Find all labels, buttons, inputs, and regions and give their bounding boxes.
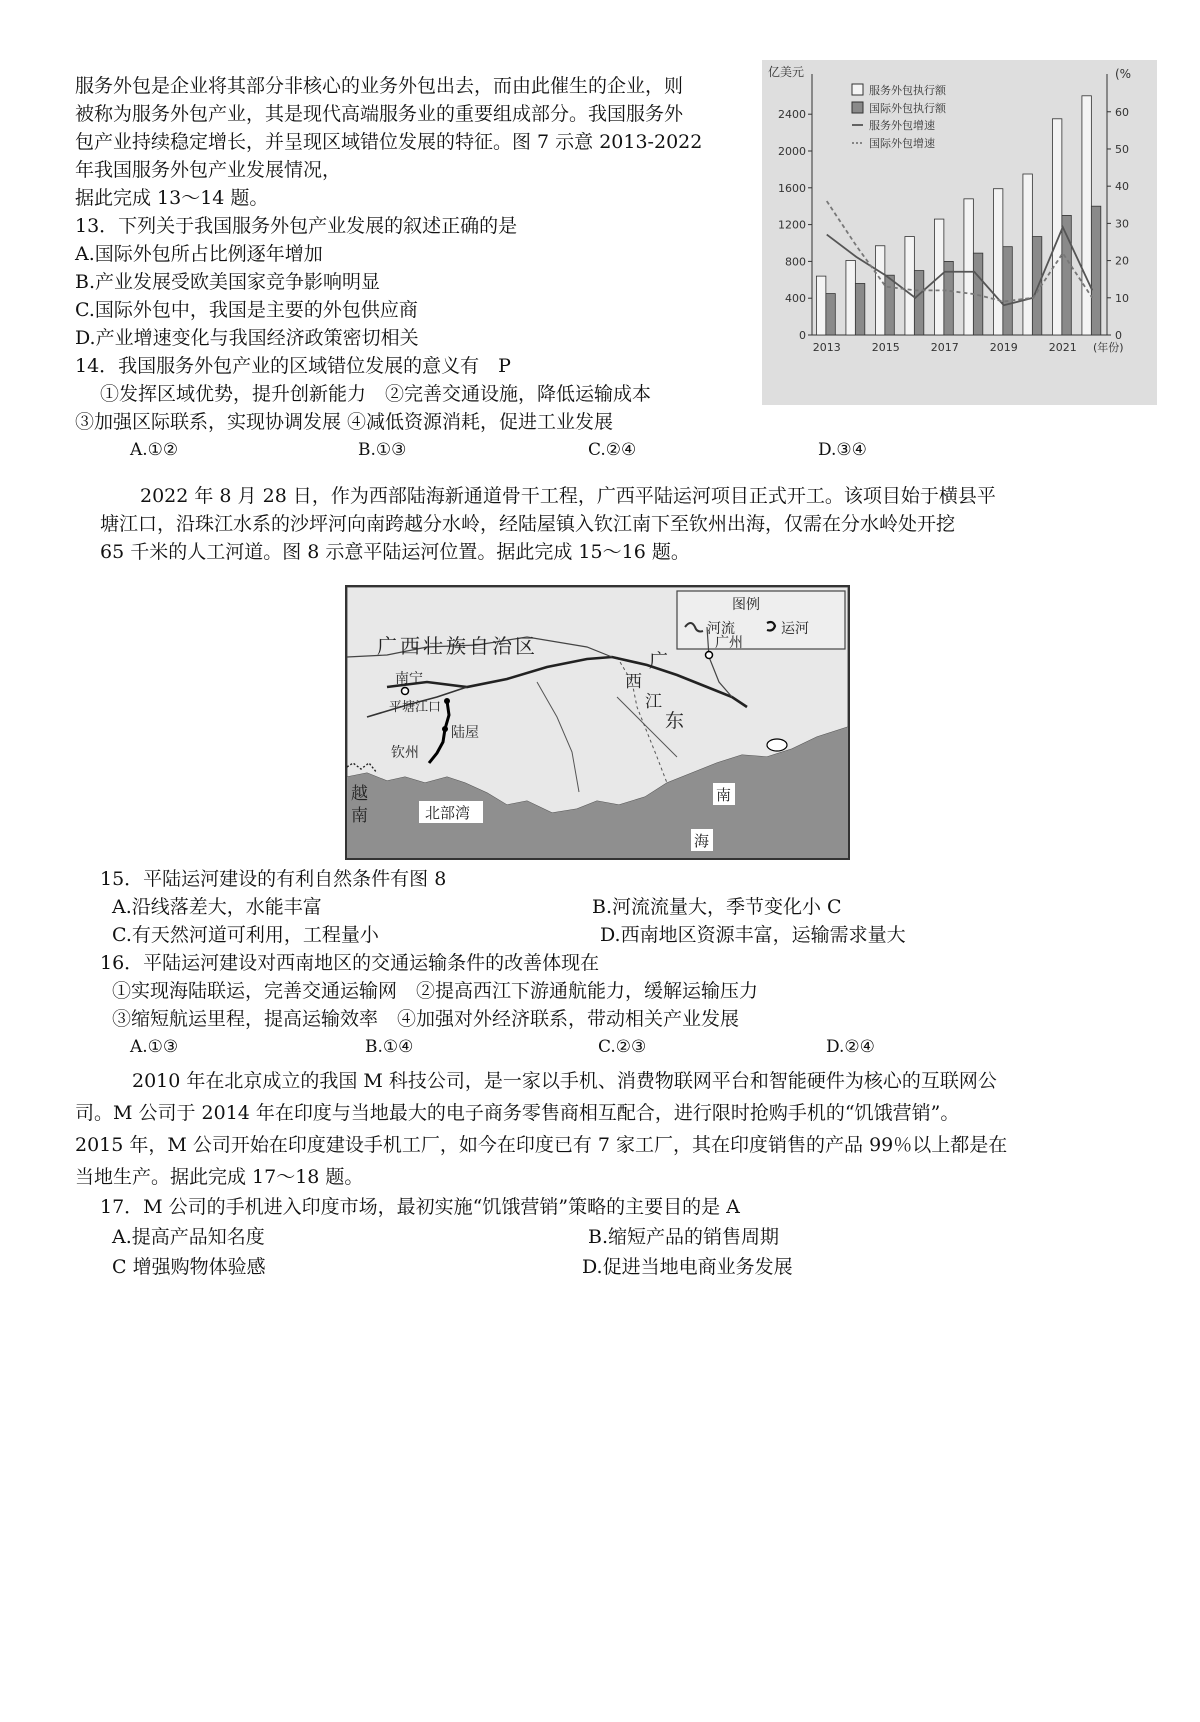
q15-option-a: A.沿线落差大，水能丰富 <box>112 896 322 918</box>
q15-option-b: B.河流流量大，季节变化小 C <box>592 896 842 918</box>
passage3-line-1: 2010 年在北京成立的我国 M 科技公司，是一家以手机、消费物联网平台和智能硬件为核心的互联网公 <box>132 1070 997 1092</box>
pingtang-marker <box>444 698 450 704</box>
x-tick-label: 2021 <box>1048 341 1077 354</box>
map-svg <box>347 587 848 858</box>
legend-label: 服务外包增速 <box>869 119 935 132</box>
q13-option-a: A.国际外包所占比例逐年增加 <box>75 243 323 265</box>
q16-option-d: D.②④ <box>826 1037 875 1057</box>
q17-stem: 17．M 公司的手机进入印度市场，最初实施“饥饿营销”策略的主要目的是 A <box>100 1196 740 1218</box>
passage1-line-5: 据此完成 13～14 题。 <box>75 187 269 209</box>
legend-box <box>677 591 845 649</box>
legend-label: 服务外包执行额 <box>869 84 946 97</box>
bar-international-outsourcing <box>914 271 923 335</box>
label-sea-nan: 南 <box>716 786 732 804</box>
q14-option-d: D.③④ <box>818 440 867 460</box>
q14-items-line-1: ①发挥区域优势，提升创新能力 ②完善交通设施，降低运输成本 <box>100 383 652 405</box>
x-axis-unit: (年份) <box>1093 341 1124 354</box>
island-marker <box>767 739 787 751</box>
passage3-line-2: 司。M 公司于 2014 年在印度与当地最大的电子商务零售商相互配合，进行限时抢购手机的“饥饿营销”。 <box>75 1102 960 1124</box>
figure-8-map <box>345 585 850 860</box>
passage1-line-2: 被称为服务外包产业，其是现代高端服务业的重要组成部分。我国服务外 <box>75 103 684 125</box>
y-tick-label-left: 0 <box>799 329 806 342</box>
q13-option-c: C.国际外包中，我国是主要的外包供应商 <box>75 299 418 321</box>
q16-items-line-2: ③缩短航运里程，提高运输效率 ④加强对外经济联系，带动相关产业发展 <box>112 1008 740 1030</box>
passage1-line-3: 包产业持续稳定增长，并呈现区域错位发展的特征。图 7 示意 2013-2022 <box>75 131 703 153</box>
passage1-line-4: 年我国服务外包产业发展情况， <box>75 159 342 181</box>
q17-option-a: A.提高产品知名度 <box>112 1226 265 1248</box>
bar-service-outsourcing <box>816 276 825 335</box>
figure-7-chart <box>762 60 1157 405</box>
q17-option-d: D.促进当地电商业务发展 <box>582 1256 793 1278</box>
y-axis-unit-left: 亿美元 <box>768 65 805 79</box>
legend-swatch-bar <box>852 84 863 95</box>
q16-option-b: B.①④ <box>365 1037 414 1057</box>
label-guangzhou: 广州 <box>715 635 743 651</box>
y-tick-label-left: 1600 <box>778 181 806 195</box>
q13-stem: 13．下列关于我国服务外包产业发展的叙述正确的是 <box>75 215 518 237</box>
chart-svg <box>762 60 1157 405</box>
q14-option-b: B.①③ <box>358 440 407 460</box>
label-vietnam-1: 越 <box>351 784 368 804</box>
q14-stem: 14．我国服务外包产业的区域错位发展的意义有 P <box>75 355 511 377</box>
bar-service-outsourcing <box>875 246 884 335</box>
q17-option-b: B.缩短产品的销售周期 <box>588 1226 780 1248</box>
legend-river-label: 河流 <box>707 621 735 637</box>
bar-international-outsourcing <box>1003 247 1012 335</box>
y-tick-label-left: 1200 <box>778 218 806 232</box>
label-luwu: 陆屋 <box>451 725 479 741</box>
y-tick-label-right: 0 <box>1115 329 1122 342</box>
q14-option-c: C.②④ <box>588 440 637 460</box>
luwu-marker <box>442 726 448 732</box>
y-axis-unit-right: (% <box>1115 67 1132 81</box>
label-beibu: 北部湾 <box>425 804 471 822</box>
bar-service-outsourcing <box>1023 174 1032 335</box>
bar-international-outsourcing <box>1091 206 1100 335</box>
label-qinzhou: 钦州 <box>391 745 419 761</box>
x-tick-label: 2019 <box>989 341 1018 354</box>
label-jiang: 江 <box>645 692 662 712</box>
passage1-line-1: 服务外包是企业将其部分非核心的业务外包出去，而由此催生的企业，则 <box>75 75 684 97</box>
legend-label: 国际外包执行额 <box>869 102 946 115</box>
label-sea-hai: 海 <box>694 832 710 850</box>
label-dong: 东 <box>665 710 685 732</box>
y-tick-label-left: 800 <box>785 255 806 269</box>
label-xi: 西 <box>625 672 642 692</box>
q15-stem: 15．平陆运河建设的有利自然条件有图 8 <box>100 868 447 890</box>
label-vietnam-2: 南 <box>351 806 368 826</box>
bar-service-outsourcing <box>964 199 973 335</box>
bar-international-outsourcing <box>973 253 982 335</box>
passage2-line-2: 塘江口，沿珠江水系的沙坪河向南跨越分水岭，经陆屋镇入钦江南下至钦州出海，仅需在分水岭处开挖 <box>100 513 956 535</box>
legend-swatch-bar <box>852 102 863 113</box>
q17-option-c: C 增强购物体验感 <box>112 1256 266 1278</box>
bar-service-outsourcing <box>1082 96 1091 335</box>
q16-items-line-1: ①实现海陆联运，完善交通运输网 ②提高西江下游通航能力，缓解运输压力 <box>112 980 759 1002</box>
bar-service-outsourcing <box>1052 119 1061 335</box>
y-tick-label-right: 60 <box>1115 105 1129 119</box>
q16-stem: 16．平陆运河建设对西南地区的交通运输条件的改善体现在 <box>100 952 600 974</box>
q14-items-line-2: ③加强区际联系，实现协调发展 ④减低资源消耗，促进工业发展 <box>75 411 614 433</box>
q16-option-c: C.②③ <box>598 1037 647 1057</box>
y-tick-label-left: 2000 <box>778 145 806 158</box>
legend-canal-label: 运河 <box>781 621 809 637</box>
label-pingtang: 平塘江口 <box>389 700 442 715</box>
passage2-line-3: 65 千米的人工河道。图 8 示意平陆运河位置。据此完成 15～16 题。 <box>100 541 690 563</box>
guangzhou-marker <box>706 652 713 659</box>
y-tick-label-right: 40 <box>1115 180 1129 194</box>
bar-service-outsourcing <box>846 260 855 335</box>
y-tick-label-left: 400 <box>785 292 806 306</box>
q16-option-a: A.①③ <box>130 1037 179 1057</box>
label-nanning: 南宁 <box>395 671 423 687</box>
y-tick-label-left: 2400 <box>778 108 806 122</box>
x-tick-label: 2017 <box>930 341 959 354</box>
y-tick-label-right: 50 <box>1115 142 1129 156</box>
y-tick-label-right: 30 <box>1115 217 1129 231</box>
passage3-line-4: 当地生产。据此完成 17～18 题。 <box>75 1166 364 1188</box>
label-guangxi: 广西壮族自治区 <box>377 634 538 658</box>
q15-option-c: C.有天然河道可利用，工程量小 <box>112 924 379 946</box>
bar-international-outsourcing <box>885 275 894 335</box>
bar-service-outsourcing <box>993 189 1002 335</box>
q15-option-d: D.西南地区资源丰富，运输需求量大 <box>600 924 906 946</box>
legend-title: 图例 <box>732 597 760 613</box>
passage2-line-1: 2022 年 8 月 28 日，作为西部陆海新通道骨干工程，广西平陆运河项目正式开工。该项目始于横县平 <box>140 485 996 507</box>
x-tick-label: 2015 <box>871 341 900 354</box>
x-tick-label: 2013 <box>812 341 841 354</box>
y-tick-label-right: 20 <box>1115 254 1129 268</box>
q14-option-a: A.①② <box>130 440 179 460</box>
passage3-line-3: 2015 年，M 公司开始在印度建设手机工厂，如今在印度已有 7 家工厂，其在印度销售的产品 99％以上都是在 <box>75 1134 1008 1156</box>
bar-international-outsourcing <box>855 283 864 335</box>
y-tick-label-right: 10 <box>1115 291 1129 305</box>
bar-international-outsourcing <box>826 294 835 335</box>
label-guang: 广 <box>649 650 669 672</box>
nanning-marker <box>402 688 409 695</box>
q13-option-b: B.产业发展受欧美国家竞争影响明显 <box>75 271 381 293</box>
q13-option-d: D.产业增速变化与我国经济政策密切相关 <box>75 327 419 349</box>
bar-service-outsourcing <box>905 237 914 335</box>
legend-label: 国际外包增速 <box>869 137 935 150</box>
